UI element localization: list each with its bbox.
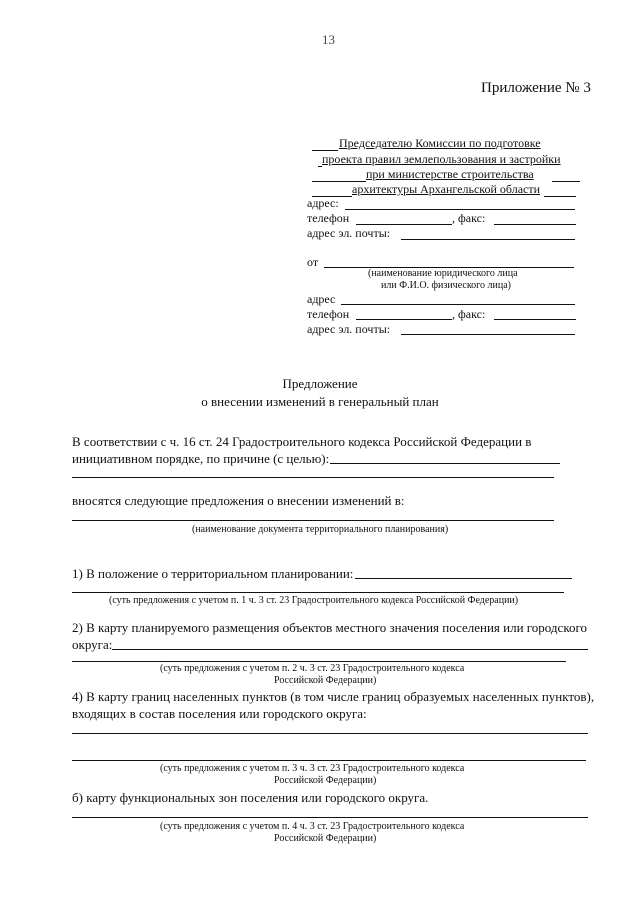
sender-address-label: адрес: [307, 292, 336, 306]
sender-hint-1: (наименование юридического лица: [368, 268, 518, 279]
item-4-line-1: 4) В карту границ населенных пунктов (в том числе границ образуемых населенных пунктов),: [72, 689, 595, 704]
item-1-field-continued[interactable]: [72, 592, 564, 593]
item-2-field-continued[interactable]: [72, 661, 566, 662]
addressee-line-3: при министерстве строительства: [366, 167, 534, 181]
sender-fax-label: , факс:: [452, 307, 486, 321]
addressee-line-2: проекта правил землепользования и застройки: [322, 152, 561, 166]
sender-hint-2: или Ф.И.О. физического лица): [381, 280, 511, 291]
appendix-title: Приложение № 3: [481, 80, 591, 96]
addressee-line-4: архитектуры Архангельской области: [352, 182, 541, 196]
sender-phone-field[interactable]: [356, 319, 452, 320]
item-2-hint-1: (суть предложения с учетом п. 2 ч. 3 ст. 23 Градостроительного кодекса: [160, 663, 465, 674]
reason-field-continued[interactable]: [72, 477, 554, 478]
item-6-line-1: б) карту функциональных зон поселения или городского округа.: [72, 790, 429, 805]
sender-email-label: адрес эл. почты:: [307, 322, 391, 336]
intro-line-2: инициативном порядке, по причине (с целью):: [72, 451, 330, 466]
changes-label: вносятся следующие предложения о внесении изменений в:: [72, 493, 405, 508]
item-2-line-1: 2) В карту планируемого размещения объектов местного значения поселения или городского: [72, 620, 587, 635]
item-1-field[interactable]: [355, 578, 572, 579]
item-4-hint-1: (суть предложения с учетом п. 3 ч. 3 ст. 23 Градостроительного кодекса: [160, 763, 465, 774]
addressee-fax-field[interactable]: [494, 224, 576, 225]
item-4-line-2: входящих в состав поселения или городского округа:: [72, 706, 367, 721]
addressee-line-1: Председателю Комиссии по подготовке: [339, 136, 541, 150]
sender-phone-label: телефон: [307, 307, 350, 321]
proposal-subtitle: о внесении изменений в генеральный план: [201, 394, 439, 409]
item-1-label: 1) В положение о территориальном планировании:: [72, 566, 354, 581]
sender-address-field[interactable]: [341, 304, 575, 305]
item-1-hint: (суть предложения с учетом п. 1 ч. 3 ст. 23 Градостроительного кодекса Российской Федерации): [109, 595, 519, 606]
item-4-field-continued[interactable]: [72, 760, 586, 761]
item-2-field[interactable]: [112, 649, 588, 650]
intro-line-1: В соответствии с ч. 16 ст. 24 Градостроительного кодекса Российской Федерации в: [72, 434, 532, 449]
document-name-hint: (наименование документа территориального планирования): [192, 524, 449, 535]
item-4-field[interactable]: [72, 733, 588, 734]
addressee-phone-label: телефон: [307, 211, 350, 225]
item-6-hint-1: (суть предложения с учетом п. 4 ч. 3 ст. 23 Градостроительного кодекса: [160, 821, 465, 832]
addressee-address-label: адрес:: [307, 196, 339, 210]
addressee-address-field[interactable]: [345, 209, 575, 210]
addressee-email-label: адрес эл. почты:: [307, 226, 391, 240]
addressee-fax-label: , факс:: [452, 211, 486, 225]
addressee-email-field[interactable]: [401, 239, 575, 240]
reason-field[interactable]: [330, 463, 560, 464]
sender-fax-field[interactable]: [494, 319, 576, 320]
addressee-phone-field[interactable]: [356, 224, 452, 225]
proposal-title: Предложение: [282, 376, 358, 391]
document-name-field[interactable]: [72, 520, 554, 521]
item-6-hint-2: Российской Федерации): [274, 833, 377, 844]
page-number: 13: [322, 32, 335, 47]
item-2-line-2: округа:: [72, 637, 113, 652]
item-2-hint-2: Российской Федерации): [274, 675, 377, 686]
item-6-field[interactable]: [72, 817, 588, 818]
sender-email-field[interactable]: [401, 334, 575, 335]
item-4-hint-2: Российской Федерации): [274, 775, 377, 786]
sender-from-label: от: [307, 255, 319, 269]
